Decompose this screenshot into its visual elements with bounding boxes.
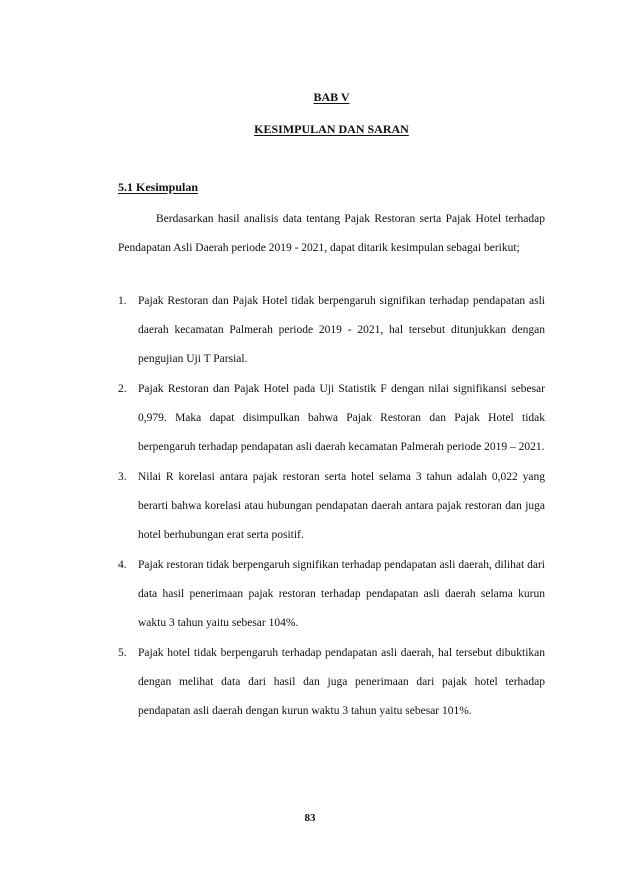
list-item-number: 4. bbox=[118, 559, 127, 571]
intro-paragraph: Berdasarkan hasil analisis data tentang Pajak Restoran serta Pajak Hotel terhadap Pendapatan Asli Daerah periode 2019 - 2021, dapat ditarik kesimpulan sebagai berikut; bbox=[118, 213, 545, 254]
list-item-text: Pajak hotel tidak berpengaruh terhadap pendapatan asli daerah, hal tersebut dibuktikan dengan melihat data dari hasil dan juga penerimaan dari pajak hotel terhadap pendapatan asli daerah dengan kurun waktu 3 tahun yaitu sebesar 101%. bbox=[138, 647, 545, 717]
chapter-number: BAB V bbox=[313, 90, 350, 104]
list-item-number: 2. bbox=[118, 383, 127, 395]
list-item-text: Nilai R korelasi antara pajak restoran serta hotel selama 3 tahun adalah 0,022 yang berarti bahwa korelasi atau hubungan pendapatan daerah antara pajak restoran dan juga hotel berhubungan erat serta positif. bbox=[138, 471, 545, 541]
conclusion-list bbox=[118, 287, 545, 727]
list-item-number: 5. bbox=[118, 647, 127, 659]
section-heading: 5.1 Kesimpulan bbox=[118, 180, 199, 194]
list-item-number: 3. bbox=[118, 471, 127, 483]
list-item bbox=[118, 287, 545, 374]
list-item-text: Pajak Restoran dan Pajak Hotel pada Uji Statistik F dengan nilai signifikansi sebesar 0,979. Maka dapat disimpulkan bahwa Pajak Restoran dan Pajak Hotel tidak berpengaruh terhadap pendapatan asli daerah kecamatan Palmerah periode 2019 – 2021. bbox=[138, 383, 545, 453]
list-item bbox=[118, 375, 545, 462]
list-item-number: 1. bbox=[118, 295, 127, 307]
page-number: 83 bbox=[304, 812, 316, 824]
list-item bbox=[118, 463, 545, 550]
list-item-text: Pajak restoran tidak berpengaruh signifikan terhadap pendapatan asli daerah, dilihat dari data hasil penerimaan pajak restoran terhadap pendapatan asli daerah selama kurun waktu 3 tahun yaitu sebesar 104%. bbox=[138, 559, 545, 629]
list-item bbox=[118, 639, 545, 726]
list-item-text: Pajak Restoran dan Pajak Hotel tidak berpengaruh signifikan terhadap pendapatan asli daerah kecamatan Palmerah periode 2019 - 2021, hal tersebut ditunjukkan dengan pengujian Uji T Parsial. bbox=[138, 295, 545, 365]
chapter-title: KESIMPULAN DAN SARAN bbox=[254, 122, 409, 136]
list-item bbox=[118, 551, 545, 638]
